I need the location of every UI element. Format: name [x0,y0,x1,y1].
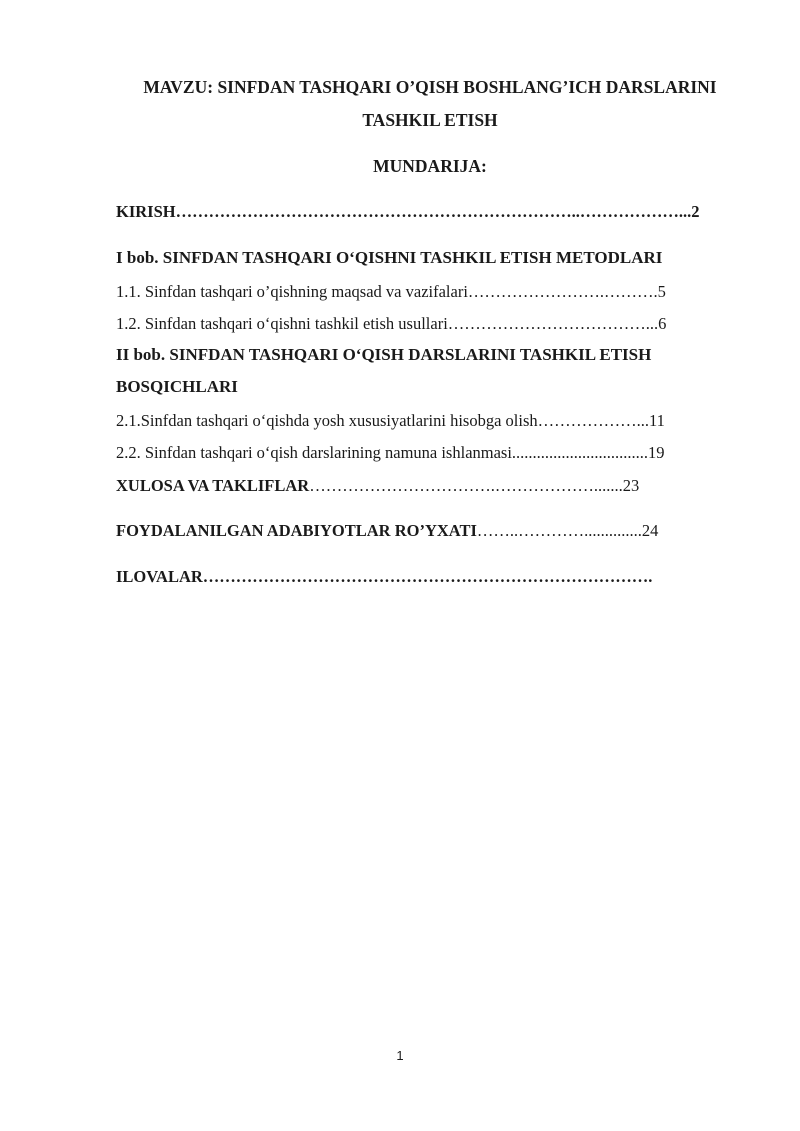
toc-chapter-1-title: . SINFDAN TASHQARI O‘QISHNI TASHKIL ETISH METODLARI [154,248,663,267]
toc-item-1-1: 1.1. Sinfdan tashqari o’qishning maqsad va vazifalari…………………….……….5 [116,282,666,301]
toc-entry-foydalanilgan-label: FOYDALANILGAN ADABIYOTLAR RO’YXATI [116,521,477,540]
page-number: 1 [396,1048,404,1063]
toc-chapter-2 [116,345,651,365]
toc-entry-xulosa-label: XULOSA VA TAKLIFLAR [116,476,310,495]
toc-item-1-2: 1.2. Sinfdan tashqari o‘qishni tashkil etish usullari………………………………...6 [116,314,667,333]
toc-entry-ilovalar: ILOVALAR………………………………………………………………………. [116,567,653,586]
toc-entry-kirish-text: KIRISH………………………………………………………………..………………...2 [116,202,700,221]
toc-entry-xulosa-leader: …………………………….……………….......23 [309,476,640,495]
toc-item-2-2: 2.2. Sinfdan tashqari o‘qish darslarining namuna ishlanmasi.................................19 [116,443,665,462]
toc-chapter-2-title-line-2: BOSQICHLARI [116,377,238,396]
toc-entry-foydalanilgan [116,521,658,541]
toc-entry-foydalanilgan-leader: ……..…………..............24 [476,521,659,540]
toc-chapter-1 [116,248,662,268]
document-title-line-2: TASHKIL ETISH [362,110,498,130]
toc-chapter-1-prefix: I bob [116,248,155,267]
toc-entry-kirish [116,202,699,222]
toc-heading: MUNDARIJA: [373,156,487,176]
toc-entry-xulosa [116,476,639,496]
toc-item-2-1: 2.1.Sinfdan tashqari o‘qishda yosh xususiyatlarini hisobga olish………………...11 [116,411,665,430]
document-title-line-1: MAVZU: SINFDAN TASHQARI O’QISH BOSHLANG’ICH DARSLARINI [143,77,717,97]
toc-chapter-2-prefix: II bob [116,345,161,364]
toc-chapter-2-title-line-1: . SINFDAN TASHQARI O‘QISH DARSLARINI TASHKIL ETISH [160,345,652,364]
